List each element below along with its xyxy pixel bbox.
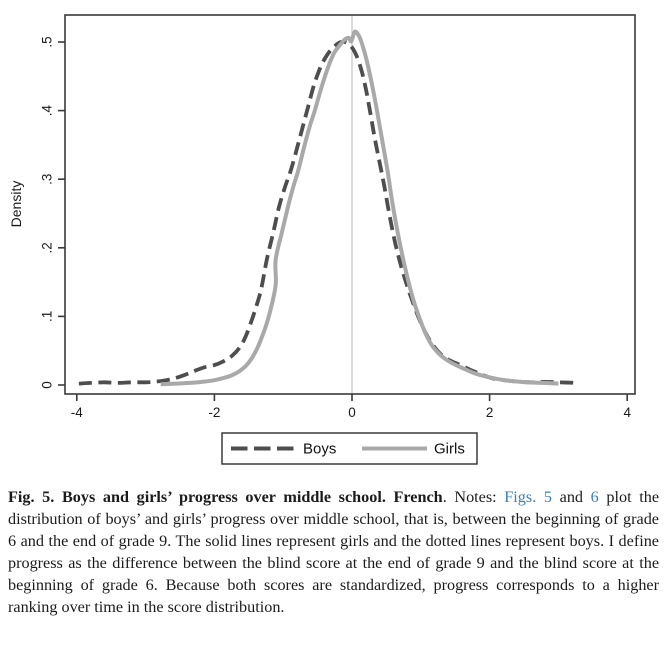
y-axis-title: Density <box>8 180 24 228</box>
y-tick-label: .2 <box>39 242 55 254</box>
curves-group <box>79 32 577 385</box>
x-axis-ticks <box>71 394 632 420</box>
y-tick-label: .1 <box>39 310 55 323</box>
legend <box>222 433 477 464</box>
girls-density-curve <box>161 32 559 385</box>
x-tick-label: 0 <box>348 405 356 420</box>
caption-link-figs-5[interactable]: Figs. 5 <box>504 488 552 506</box>
y-tick-label: 0 <box>39 381 55 389</box>
y-axis-ticks <box>40 36 66 388</box>
x-tick-label: -4 <box>70 405 83 420</box>
caption-link-fig-6[interactable]: 6 <box>590 488 599 506</box>
caption-notes-lead: . Notes: <box>442 488 505 506</box>
x-tick-label: -2 <box>208 405 221 420</box>
caption-body: plot the distribution of boys’ and girls’ progress over middle school, that is, between the beginning of grade 6 and the end of grade 9. The solid lines represent girls and the dotted lines represent boys. I define progress as the difference between the blind score at the end of grade 9 and the blind score at the beginning of grade 6. Because both scores are standardized, progress corresponds to a higher ranking over time in the score distribution. <box>8 488 659 616</box>
y-tick-label: .5 <box>39 36 55 48</box>
y-tick-label: .4 <box>39 104 55 117</box>
caption-title: Fig. 5. Boys and girls’ progress over middle school. French <box>8 488 443 506</box>
caption-and: and <box>551 488 591 506</box>
plot-border <box>65 15 635 394</box>
x-tick-label: 2 <box>485 405 494 420</box>
y-tick-label: .3 <box>39 173 55 185</box>
legend-girls-label: Girls <box>434 440 465 458</box>
figure-caption <box>0 486 666 618</box>
legend-boys-label: Boys <box>303 440 337 458</box>
boys-density-curve <box>79 42 577 384</box>
x-tick-label: 4 <box>623 405 631 420</box>
